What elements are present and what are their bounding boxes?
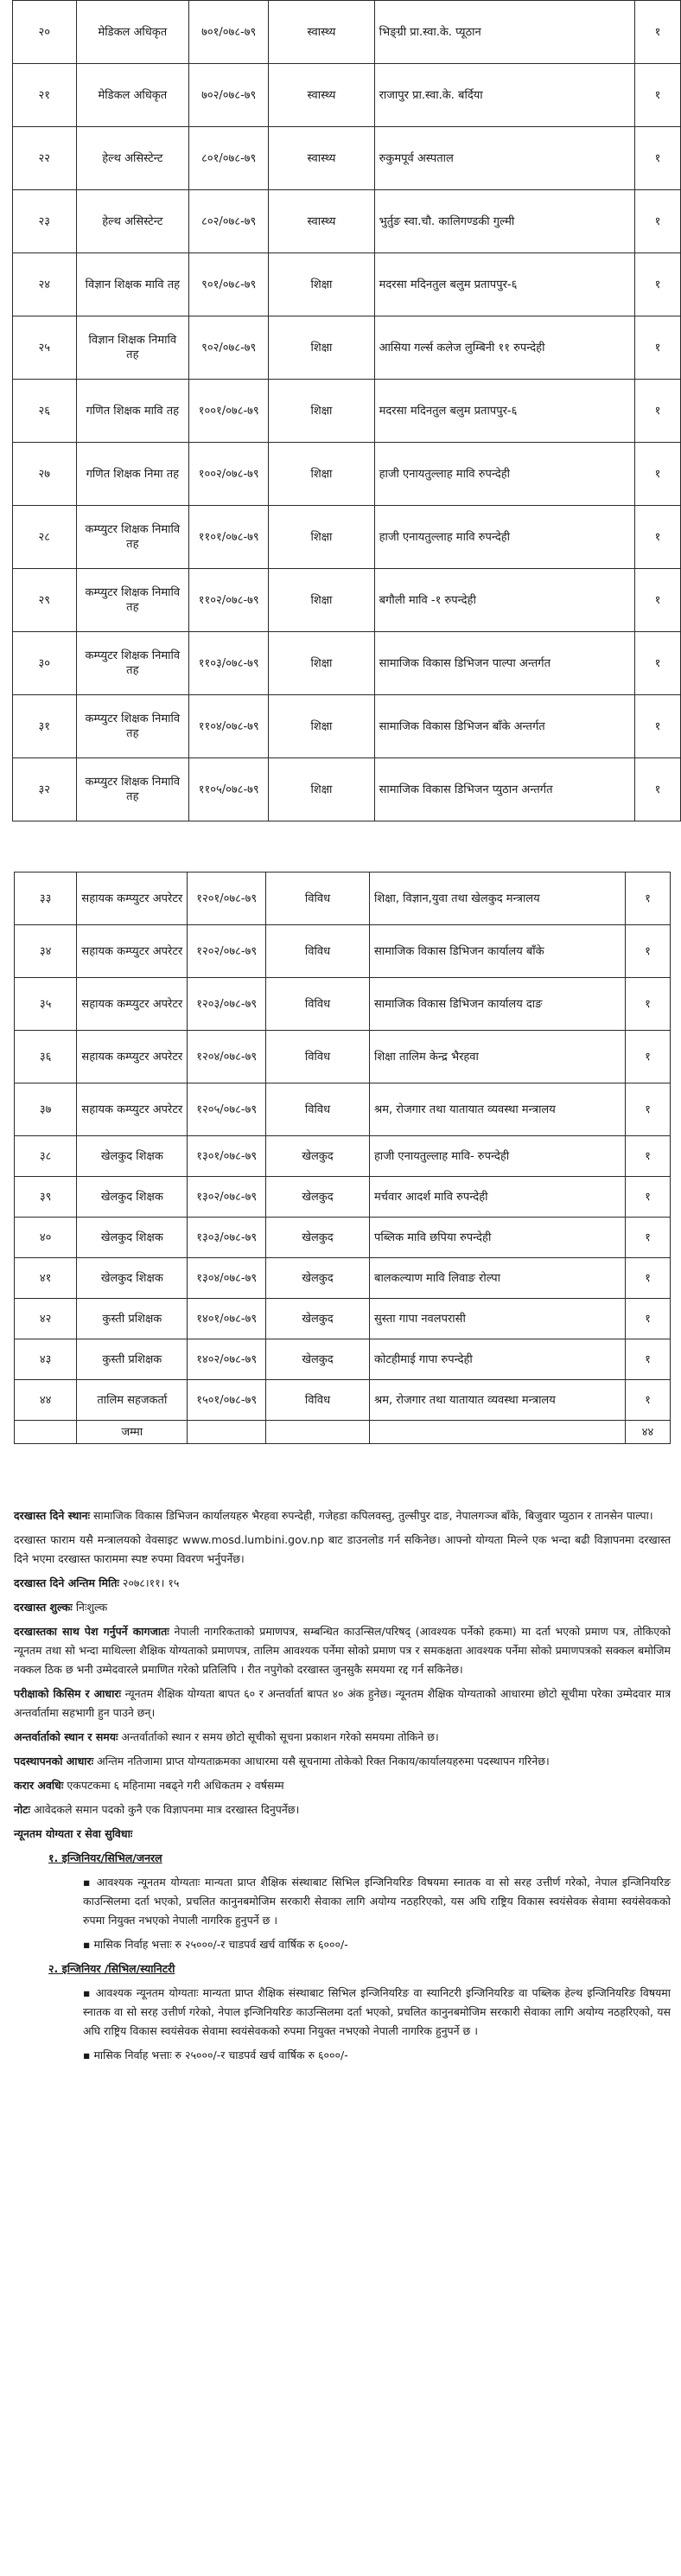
cell-sn: २० — [13, 1, 77, 64]
cell-group: विविध — [265, 873, 369, 925]
cell-count: १ — [635, 127, 681, 190]
cell-count: १ — [626, 925, 671, 978]
cell-group: शिक्षा — [269, 380, 374, 443]
cell-group: स्वास्थ्य — [269, 127, 374, 190]
table-row — [15, 1258, 671, 1299]
cell-group: खेलकुद — [265, 1177, 369, 1218]
cell-sn: २५ — [13, 316, 77, 380]
cell-count: १ — [635, 758, 681, 821]
cell-code: ९०२/०७८-७९ — [189, 316, 269, 380]
cell-count: १ — [626, 1218, 671, 1258]
table-row — [13, 190, 681, 253]
notice-note: नोटः आवेदकले समान पदको कुनै एक विज्ञापनमा मात्र दरखास्त दिनुपर्नेछ। — [14, 1803, 300, 1816]
cell-post: कुस्ती प्रशिक्षक — [77, 1339, 188, 1380]
table-row — [15, 1339, 671, 1380]
table-row — [15, 1177, 671, 1218]
table-row — [13, 127, 681, 190]
table-row — [13, 569, 681, 632]
cell-post: हेल्थ असिस्टेन्ट — [76, 127, 189, 190]
cell-count: १ — [626, 1258, 671, 1299]
cell-post: कम्प्युटर शिक्षक निमावि तह — [76, 758, 189, 821]
cell-post: तालिम सहजकर्ता — [77, 1380, 188, 1421]
cell-post: सहायक कम्प्युटर अपरेटर — [77, 1083, 188, 1136]
cell-group: शिक्षा — [269, 569, 374, 632]
cell-sn: ४० — [15, 1218, 77, 1258]
cell-office: पब्लिक मावि छपिया रुपन्देही — [370, 1218, 626, 1258]
cell-code: ७०२/०७८-७९ — [189, 64, 269, 127]
cell-post: खेलकुद शिक्षक — [77, 1258, 188, 1299]
cell-post: विज्ञान शिक्षक निमावि तह — [76, 316, 189, 380]
cell-post: कम्प्युटर शिक्षक निमावि तह — [76, 632, 189, 695]
vacancy-table-part1 — [12, 0, 681, 821]
cell-office: भिङ्ग्री प्रा.स्वा.के. प्यूठान — [374, 1, 635, 64]
cell-sn: ३४ — [15, 925, 77, 978]
cell-count: १ — [626, 1380, 671, 1421]
cell-code: १२०२/०७८-७९ — [188, 925, 266, 978]
table-row — [15, 873, 671, 925]
cell-group: खेलकुद — [265, 1299, 369, 1339]
table-total-row — [15, 1421, 671, 1444]
cell-office: सुस्ता गापा नवलपरासी — [370, 1299, 626, 1339]
cell-count: १ — [626, 1177, 671, 1218]
cell-office: मदरसा मदिनतुल बलुम प्रतापपुर-६ — [374, 253, 635, 316]
cell-count: १ — [635, 380, 681, 443]
section-1-allowance: ▪ मासिक निर्वाह भत्ताः रु २५०००/-र चाडपर्व खर्च वार्षिक रु ६०००/- — [14, 1935, 671, 1954]
section-2-title: २. इन्जिनियर /सिभिल/स्यानिटरी — [48, 1962, 175, 1975]
cell-count: १ — [635, 316, 681, 380]
cell-office: सामाजिक विकास डिभिजन बाँके अन्तर्गत — [374, 695, 635, 758]
cell-office: मर्चवार आदर्श मावि रुपन्देही — [370, 1177, 626, 1218]
cell-sn: २७ — [13, 443, 77, 506]
cell-group: स्वास्थ्य — [269, 1, 374, 64]
cell-sn: ३३ — [15, 873, 77, 925]
cell-office: रुकुमपूर्व अस्पताल — [374, 127, 635, 190]
cell-sn: २८ — [13, 506, 77, 569]
notice-text — [14, 1506, 671, 2070]
cell-code: १२०५/०७८-७९ — [188, 1083, 266, 1136]
cell-office: सामाजिक विकास डिभिजन पाल्पा अन्तर्गत — [374, 632, 635, 695]
cell-group: स्वास्थ्य — [269, 64, 374, 127]
cell-group: खेलकुद — [265, 1258, 369, 1299]
cell-group: खेलकुद — [265, 1339, 369, 1380]
cell-group: विविध — [265, 925, 369, 978]
cell-count: १ — [626, 1031, 671, 1083]
cell-office: कोटहीमाई गापा रुपन्देही — [370, 1339, 626, 1380]
cell-group: खेलकुद — [265, 1218, 369, 1258]
cell-group: शिक्षा — [269, 253, 374, 316]
cell-sn: २६ — [13, 380, 77, 443]
cell-office: श्रम, रोजगार तथा यातायात व्यवस्था मन्त्रालय — [370, 1380, 626, 1421]
cell-code: ७०१/०७८-७९ — [189, 1, 269, 64]
cell-count: १ — [635, 506, 681, 569]
table-row — [15, 978, 671, 1031]
cell-group: विविध — [265, 1031, 369, 1083]
table-row — [13, 506, 681, 569]
cell-count: १ — [626, 1083, 671, 1136]
cell-code: १३०२/०७८-७९ — [188, 1177, 266, 1218]
table-row — [15, 1299, 671, 1339]
cell-sn: २१ — [13, 64, 77, 127]
cell-post: हेल्थ असिस्टेन्ट — [76, 190, 189, 253]
cell-group: शिक्षा — [269, 443, 374, 506]
table-row — [13, 1, 681, 64]
cell-group: स्वास्थ्य — [269, 190, 374, 253]
table-row — [15, 1031, 671, 1083]
cell-group: शिक्षा — [269, 758, 374, 821]
table-row — [15, 1083, 671, 1136]
cell-office: सामाजिक विकास डिभिजन कार्यालय दाङ — [370, 978, 626, 1031]
cell-office: हाजी एनायतुल्लाह मावि- रुपन्देही — [370, 1136, 626, 1177]
section-2-qualification: ▪ आवश्यक न्यूनतम योग्यताः मान्यता प्राप्त शैक्षिक संस्थाबाट सिभिल इन्जिनियरिङ वा स्यानिटरी इन्जिनियरिङ वा पब्लिक हेल्थ इन्जिनियरिङ विषयमा स्नातक वा सो सरह उत्तीर्ण गरेको, नेपाल इन्जिनियरिङ काउन्सिलमा दर्ता भएको, प्रचलित कानुनबमोजिम सरकारी सेवाका लागि अयोग्य नठहरिएको, यस अघि राष्ट्रिय विकास स्वयंसेवक सेवामा स्वयंसेवकको रुपमा नियुक्त नभएको नेपाली नागरिक हुनुपर्ने छ । — [14, 1984, 671, 2041]
cell-sn: ३६ — [15, 1031, 77, 1083]
cell-post: खेलकुद शिक्षक — [77, 1218, 188, 1258]
notice-posting-basis: पदस्थापनको आधारः अन्तिम नतिजामा प्राप्त योग्यताक्रमका आधारमा यसै सूचनामा तोकेको रिक्त निकाय/कार्यालयहरुमा पदस्थापन गरिनेछ। — [14, 1755, 550, 1767]
table-row — [15, 925, 671, 978]
cell-count: १ — [635, 190, 681, 253]
cell-count: १ — [626, 1339, 671, 1380]
table-row — [13, 695, 681, 758]
cell-office: भुर्तुङ स्वा.चौ. कालिगण्डकी गुल्मी — [374, 190, 635, 253]
cell-sn: ४१ — [15, 1258, 77, 1299]
cell-post: मेडिकल अधिकृत — [76, 64, 189, 127]
cell-code: १३०१/०७८-७९ — [188, 1136, 266, 1177]
cell-office: मदरसा मदिनतुल बलुम प्रतापपुर-६ — [374, 380, 635, 443]
cell-count: १ — [635, 1, 681, 64]
notice-exam-basis: परीक्षाको किसिम र आधारः न्यूनतम शैक्षिक योग्यता बापत ६० र अन्तर्वार्ता बापत ४० अंक हुनेछ। न्यूनतम शैक्षिक योग्यताको आधारमा छोटो सूचीमा परेका उम्मेदवार मात्र अन्तर्वार्तामा सहभागी हुन पाउने छन्। — [14, 1687, 671, 1719]
cell-office: बालकल्याण मावि लिवाङ रोल्पा — [370, 1258, 626, 1299]
notice-contract-period: करार अवधिः एकपटकमा ६ महिनामा नबढ्ने गरी अधिकतम २ वर्षसम्म — [14, 1779, 284, 1792]
cell-sn: ४२ — [15, 1299, 77, 1339]
cell-count: १ — [635, 632, 681, 695]
cell-post: मेडिकल अधिकृत — [76, 1, 189, 64]
cell-code: १५०१/०७८-७९ — [188, 1380, 266, 1421]
cell-office: बगौली मावि -१ रुपन्देही — [374, 569, 635, 632]
table-row — [13, 253, 681, 316]
table-row — [13, 316, 681, 380]
section-1-qualification: ▪ आवश्यक न्यूनतम योग्यताः मान्यता प्राप्त शैक्षिक संस्थाबाट सिभिल इन्जिनियरिङ विषयमा स्नातक वा सो सरह उत्तीर्ण गरेको, नेपाल इन्जिनियरिङ काउन्सिलमा दर्ता भएको, प्रचलित कानुनबमोजिम सरकारी सेवाका लागि अयोग्य नठहरिएको, यस अघि राष्ट्रिय विकास स्वयंसेवक सेवामा स्वयंसेवकको रुपमा नियुक्त नभएको नेपाली नागरिक हुनुपर्ने छ । — [14, 1873, 671, 1930]
total-value: ४४ — [626, 1421, 671, 1444]
table-row — [15, 1380, 671, 1421]
cell-code: ११०१/०७८-७९ — [189, 506, 269, 569]
cell-office: हाजी एनायतुल्लाह मावि रुपन्देही — [374, 506, 635, 569]
cell-code: ११०२/०७८-७९ — [189, 569, 269, 632]
cell-post: कम्प्युटर शिक्षक निमावि तह — [76, 569, 189, 632]
cell-post: विज्ञान शिक्षक मावि तह — [76, 253, 189, 316]
cell-code: ८०२/०७८-७९ — [189, 190, 269, 253]
table-row — [13, 632, 681, 695]
cell-group: विविध — [265, 1380, 369, 1421]
cell-sn: ३१ — [13, 695, 77, 758]
cell-count: १ — [635, 443, 681, 506]
notice-qualification-heading: न्यूनतम योग्यता र सेवा सुविधाः — [14, 1827, 133, 1840]
cell-code: ११०३/०७८-७९ — [189, 632, 269, 695]
cell-code: १४०१/०७८-७९ — [188, 1299, 266, 1339]
cell-count: १ — [626, 873, 671, 925]
cell-code: १४०२/०७८-७९ — [188, 1339, 266, 1380]
notice-form-download: दरखास्त फाराम यसै मन्त्रालयको वेवसाइट www.mosd.lumbini.gov.np बाट डाउनलोड गर्न सकिनेछ। आफ्नो योग्यता मिल्ने एक भन्दा बढी विज्ञापनमा दरखास्त दिने भएमा दरखास्त फाराममा स्पष्ट रुपमा विवरण भर्नुपर्नेछ। — [14, 1533, 671, 1565]
cell-sn: २९ — [13, 569, 77, 632]
cell-office: आसिया गर्ल्स कलेज लुम्बिनी ११ रुपन्देही — [374, 316, 635, 380]
cell-count: १ — [626, 1136, 671, 1177]
cell-sn: ३७ — [15, 1083, 77, 1136]
cell-sn: ३० — [13, 632, 77, 695]
cell-post: सहायक कम्प्युटर अपरेटर — [77, 978, 188, 1031]
cell-count: १ — [626, 978, 671, 1031]
cell-sn: ३५ — [15, 978, 77, 1031]
cell-group: विविध — [265, 1083, 369, 1136]
cell-post: कम्प्युटर शिक्षक निमावि तह — [76, 695, 189, 758]
table-row — [15, 1136, 671, 1177]
cell-post: सहायक कम्प्युटर अपरेटर — [77, 1031, 188, 1083]
table-row — [15, 1218, 671, 1258]
cell-office: हाजी एनायतुल्लाह मावि रुपन्देही — [374, 443, 635, 506]
cell-post: कुस्ती प्रशिक्षक — [77, 1299, 188, 1339]
cell-sn: २४ — [13, 253, 77, 316]
cell-code: १२०४/०७८-७९ — [188, 1031, 266, 1083]
cell-group: खेलकुद — [265, 1136, 369, 1177]
cell-group: शिक्षा — [269, 695, 374, 758]
table-row — [13, 443, 681, 506]
cell-count: १ — [635, 695, 681, 758]
cell-code: १००२/०७८-७९ — [189, 443, 269, 506]
cell-group: शिक्षा — [269, 632, 374, 695]
notice-deadline: दरखास्त दिने अन्तिम मितिः २०७८।११। १५ — [14, 1576, 180, 1589]
cell-office: सामाजिक विकास डिभिजन प्युठान अन्तर्गत — [374, 758, 635, 821]
cell-count: १ — [626, 1299, 671, 1339]
cell-office: सामाजिक विकास डिभिजन कार्यालय बाँके — [370, 925, 626, 978]
cell-code: १३०४/०७८-७९ — [188, 1258, 266, 1299]
cell-office: शिक्षा, विज्ञान,युवा तथा खेलकुद मन्त्रालय — [370, 873, 626, 925]
cell-office: राजापुर प्रा.स्वा.के. बर्दिया — [374, 64, 635, 127]
cell-code: १२०३/०७८-७९ — [188, 978, 266, 1031]
cell-office: शिक्षा तालिम केन्द्र भैरहवा — [370, 1031, 626, 1083]
cell-sn: २२ — [13, 127, 77, 190]
cell-group: शिक्षा — [269, 506, 374, 569]
cell-post: कम्प्युटर शिक्षक निमावि तह — [76, 506, 189, 569]
cell-code: १३०३/०७८-७९ — [188, 1218, 266, 1258]
cell-count: १ — [635, 253, 681, 316]
section-1-title: १. इन्जिनियर/सिभिल/जनरल — [48, 1851, 162, 1864]
cell-sn: ३८ — [15, 1136, 77, 1177]
table-row — [13, 64, 681, 127]
cell-count: १ — [635, 64, 681, 127]
table-row — [13, 380, 681, 443]
cell-code: ८०१/०७८-७९ — [189, 127, 269, 190]
cell-post: खेलकुद शिक्षक — [77, 1136, 188, 1177]
cell-sn: ४३ — [15, 1339, 77, 1380]
cell-code: १२०१/०७८-७९ — [188, 873, 266, 925]
cell-sn: २३ — [13, 190, 77, 253]
cell-post: सहायक कम्प्युटर अपरेटर — [77, 925, 188, 978]
notice-documents: दरखास्तका साथ पेश गर्नुपर्ने कागजातः नेपाली नागरिकताको प्रमाणपत्र, सम्बन्धित काउन्सिल/परिषद् (आवश्यक पर्नेको हकमा) मा दर्ता भएको प्रमाण पत्र, तोकिएको न्यूनतम तथा सो भन्दा माथिल्ला शैक्षिक योग्यताको प्रमाणपत्र, तालिम आवश्यक पर्नेमा सोको प्रमाण पत्र र समकक्षता आवश्यक पर्नेमा सोको प्रमाणपत्रको सक्कल बमोजिम नक्कल ठिक छ भनी उम्मेदवारले प्रमाणित गरेको प्रतिलिपि । रीत नपुगेको दरखास्त जुनसुकै समयमा रद्द गर्न सकिनेछ। — [14, 1625, 671, 1676]
cell-sn: ३९ — [15, 1177, 77, 1218]
total-label: जम्मा — [77, 1421, 188, 1444]
cell-post: गणित शिक्षक मावि तह — [76, 380, 189, 443]
notice-application-place: दरखास्त दिने स्थानः सामाजिक विकास डिभिजन कार्यालयहरु भैरहवा रुपन्देही, गजेहडा कपिलवस्तु, तुल्सीपुर दाङ, नेपालगञ्ज बाँके, बिजुवार प्युठान र तानसेन पाल्पा। — [14, 1509, 653, 1522]
cell-post: सहायक कम्प्युटर अपरेटर — [77, 873, 188, 925]
cell-sn: ४४ — [15, 1380, 77, 1421]
cell-post: खेलकुद शिक्षक — [77, 1177, 188, 1218]
section-2-allowance: ▪ मासिक निर्वाह भत्ताः रु २५०००/-र चाडपर्व खर्च वार्षिक रु ६०००/- — [14, 2046, 671, 2065]
cell-count: १ — [635, 569, 681, 632]
cell-code: ११०५/०७८-७९ — [189, 758, 269, 821]
notice-fee: दरखास्त शुल्कः निःशुल्क — [14, 1601, 108, 1614]
cell-group: विविध — [265, 978, 369, 1031]
cell-office: श्रम, रोजगार तथा यातायात व्यवस्था मन्त्रालय — [370, 1083, 626, 1136]
cell-code: ११०४/०७८-७९ — [189, 695, 269, 758]
cell-group: शिक्षा — [269, 316, 374, 380]
cell-code: १००१/०७८-७९ — [189, 380, 269, 443]
cell-sn: ३२ — [13, 758, 77, 821]
table-row — [13, 758, 681, 821]
cell-post: गणित शिक्षक निमा तह — [76, 443, 189, 506]
notice-interview: अन्तर्वार्ताको स्थान र समयः अन्तर्वार्ताको स्थान र समय छोटो सूचीको सूचना प्रकाशन गरेको समयमा तोकिने छ। — [14, 1730, 439, 1743]
vacancy-table-part2 — [14, 872, 671, 1444]
cell-code: ९०१/०७८-७९ — [189, 253, 269, 316]
